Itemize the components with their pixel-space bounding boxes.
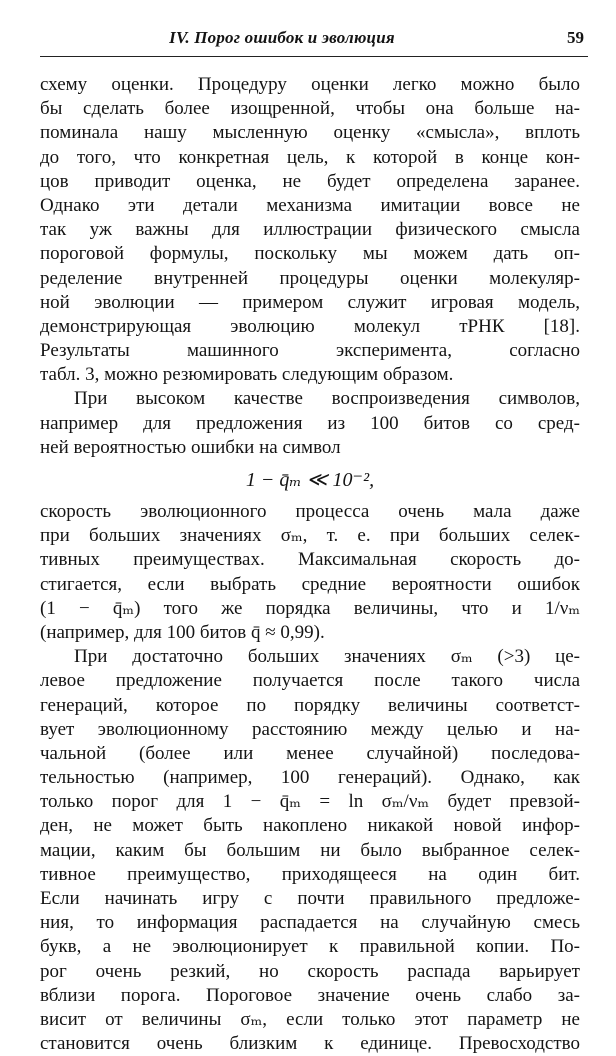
text-line: при больших значениях σₘ, т. е. при больших селек- bbox=[40, 525, 580, 547]
text-line: ден, не может быть накоплено никакой новой инфор- bbox=[40, 815, 580, 837]
paragraph-2 bbox=[40, 387, 580, 460]
text-line: цов приводит оценка, не будет определена заранее. bbox=[40, 170, 580, 192]
running-header bbox=[40, 28, 588, 54]
text-line: табл. 3, можно резюмировать следующим образом. bbox=[40, 364, 454, 386]
text-line: левое предложение получается после такого числа bbox=[40, 670, 580, 692]
header-rule bbox=[40, 56, 588, 57]
text-line: мации, каким бы большим ни было выбранное селек- bbox=[40, 839, 580, 861]
text-line: Результаты машинного эксперимента, согласно bbox=[40, 340, 580, 362]
text-line: букв, а не эволюционирует к правильной копии. По- bbox=[40, 936, 580, 958]
text-line: При достаточно больших значениях σₘ (>3) це- bbox=[74, 646, 580, 668]
text-line: ней вероятностью ошибки на символ bbox=[40, 436, 341, 458]
text-line: Однако эти детали механизма имитации вовсе не bbox=[40, 194, 580, 216]
text-line: При высоком качестве воспроизведения символов, bbox=[74, 388, 580, 410]
paragraph-3 bbox=[40, 500, 580, 645]
text-line: висит от величины σₘ, если только этот параметр не bbox=[40, 1008, 580, 1030]
paragraph-1 bbox=[40, 73, 580, 387]
text-line: скорость эволюционного процесса очень мала даже bbox=[40, 501, 580, 522]
chapter-title: IV. Порог ошибок и эволюция bbox=[169, 28, 395, 47]
text-line: Если начинать игру с почти правильного предложе- bbox=[40, 888, 580, 909]
text-line: становится очень близким к единице. Превосходство bbox=[40, 1033, 580, 1055]
text-line: до того, что конкретная цель, к которой в конце кон- bbox=[40, 146, 580, 168]
text-line: поминала нашу мысленную оценку «смысла», вплоть bbox=[40, 122, 580, 144]
text-line: (1 − q̄ₘ) того же порядка величины, что и 1/νₘ bbox=[40, 597, 580, 619]
paragraph-4 bbox=[40, 645, 580, 1056]
text-line: ределение внутренней процедуры оценки молекуляр- bbox=[40, 267, 580, 289]
text-line: ния, то информация распадается на случайную смесь bbox=[40, 912, 580, 934]
text-line: стигается, если выбрать средние вероятности ошибок bbox=[40, 573, 580, 595]
text-line: бы сделать более изощренной, чтобы она больше на- bbox=[40, 98, 580, 120]
text-line: пороговой формулы, поскольку мы можем дать оп- bbox=[40, 243, 580, 265]
text-line: (например, для 100 битов q̄ ≈ 0,99). bbox=[40, 621, 325, 643]
text-line: тивное преимущество, приходящееся на один бит. bbox=[40, 863, 580, 885]
text-line: вует эволюционному расстоянию между целью и на- bbox=[40, 718, 580, 740]
text-line: так уж важны для иллюстрации физического смысла bbox=[40, 219, 580, 241]
formula: 1 − q̄ₘ ≪ 10⁻², bbox=[245, 469, 375, 491]
text-line: тельностью (например, 100 генераций). Однако, как bbox=[40, 767, 580, 789]
text-line: ной эволюции — примером служит игровая модель, bbox=[40, 291, 580, 313]
text-line: схему оценки. Процедуру оценки легко можно было bbox=[40, 74, 580, 95]
text-line: генераций, которое по порядку величины соответст- bbox=[40, 694, 580, 716]
text-line: только порог для 1 − q̄ₘ = ln σₘ/νₘ будет превзой- bbox=[40, 791, 580, 813]
text-line: тивных преимуществах. Максимальная скорость до- bbox=[40, 549, 580, 571]
text-line: вблизи порога. Пороговое значение очень слабо за- bbox=[40, 984, 580, 1006]
text-line: демонстрирующая эволюцию молекул тРНК [18]. bbox=[40, 315, 580, 337]
text-line: чальной (более или менее случайной) последова- bbox=[40, 742, 580, 764]
body-text bbox=[40, 73, 580, 1056]
text-line: рог очень резкий, но скорость распада варьирует bbox=[40, 960, 580, 982]
text-line: например для предложения из 100 битов со сред- bbox=[40, 412, 580, 434]
page-number: 59 bbox=[567, 28, 584, 47]
